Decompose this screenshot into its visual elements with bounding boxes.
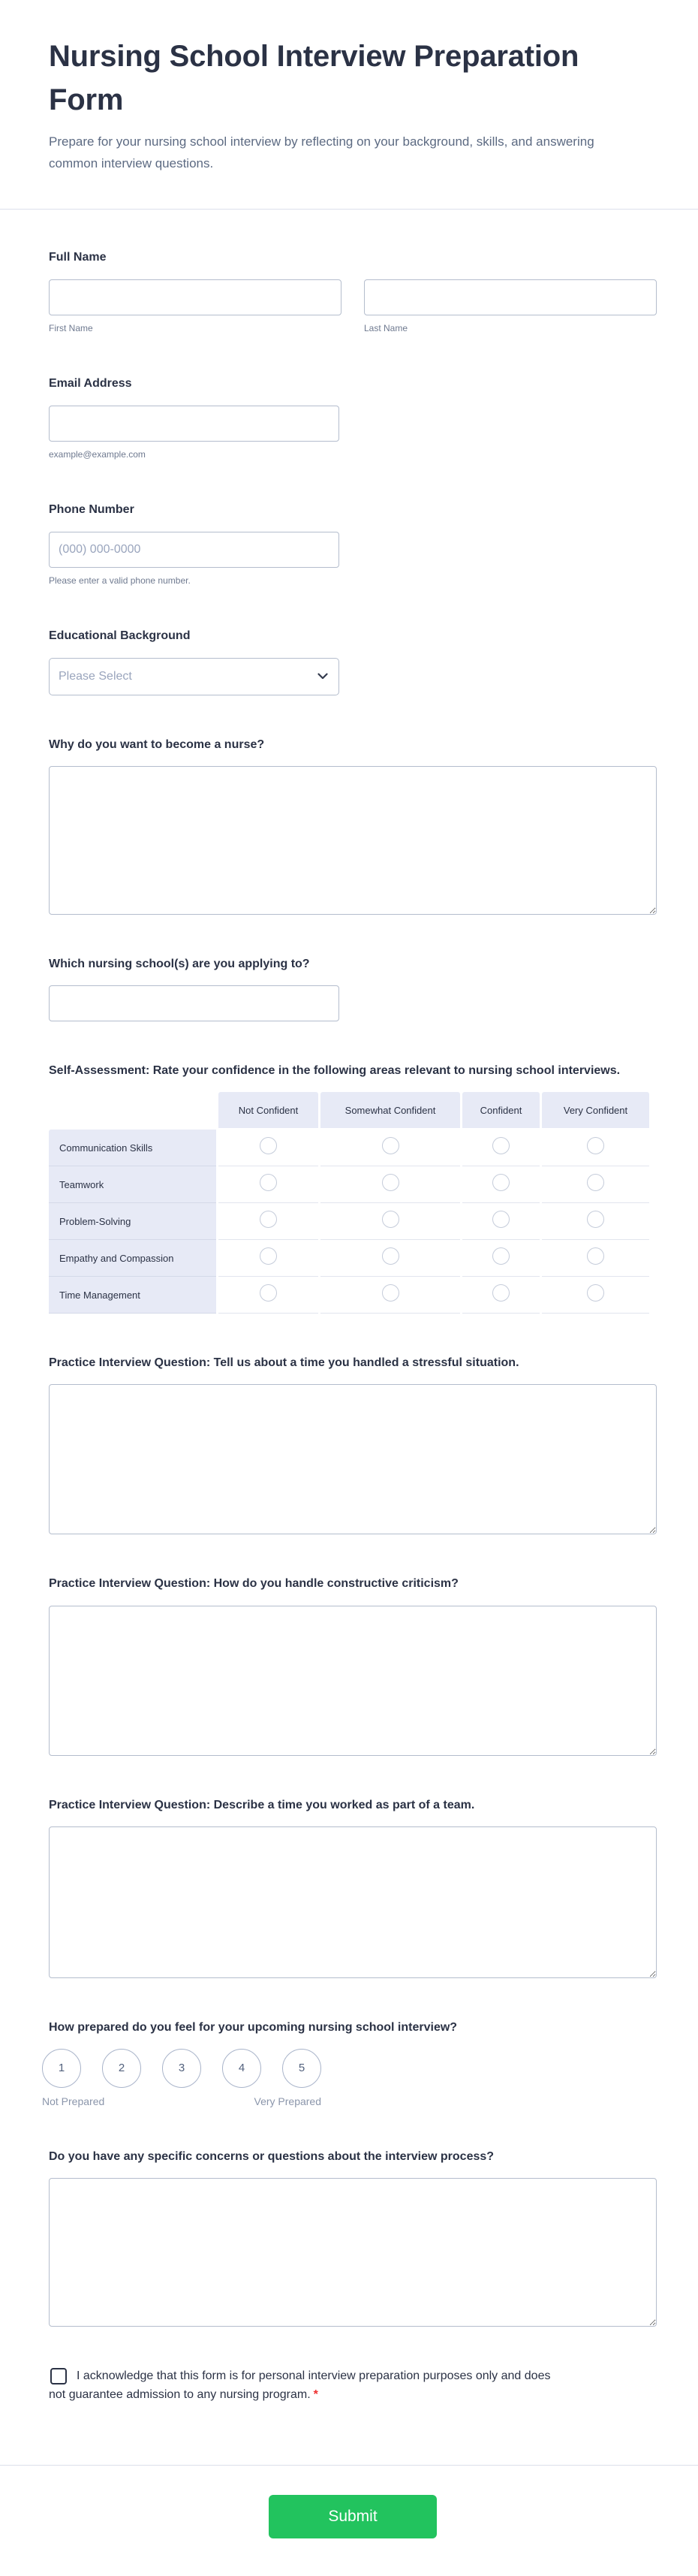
scale-option-5[interactable]: 5 [282, 2049, 321, 2088]
confidence-radio[interactable] [260, 1284, 277, 1302]
acknowledgement-label: I acknowledge that this form is for personal interview preparation purposes only and does not guarantee admission to any nursing program. [49, 2369, 551, 2401]
scale-option-4[interactable]: 4 [222, 2049, 261, 2088]
form-footer [0, 2466, 698, 2576]
chevron-down-icon [317, 673, 328, 680]
practice-question-2-label: Practice Interview Question: How do you handle constructive criticism? [49, 1577, 459, 1591]
scale-max-label: Very Prepared [254, 2095, 321, 2107]
confidence-radio[interactable] [260, 1211, 277, 1228]
confidence-radio[interactable] [382, 1247, 399, 1265]
practice-question-3-label: Practice Interview Question: Describe a time you worked as part of a team. [49, 1798, 475, 1811]
email-input[interactable] [49, 406, 339, 442]
practice-question-1-field [49, 1354, 657, 1534]
first-name-wrap [49, 279, 341, 335]
scale-options-row [42, 2049, 321, 2088]
practice-question-1-textarea[interactable] [49, 1384, 657, 1534]
schools-field [49, 955, 657, 1021]
page-title: Nursing School Interview Preparation Form [49, 40, 579, 116]
email-sublabel: example@example.com [49, 448, 146, 460]
practice-question-3-textarea[interactable] [49, 1826, 657, 1978]
self-assessment-label: Self-Assessment: Rate your confidence in the following areas relevant to nursing school interviews. [49, 1063, 621, 1077]
matrix-row-label: Teamwork [49, 1166, 216, 1203]
preparedness-scale [42, 2049, 321, 2107]
education-field [49, 627, 657, 695]
matrix-col-header: Very Confident [542, 1092, 649, 1130]
matrix-corner-cell [49, 1092, 216, 1130]
last-name-input[interactable] [364, 279, 657, 315]
first-name-input[interactable] [49, 279, 341, 315]
practice-question-3-field [49, 1796, 657, 1978]
confidence-radio[interactable] [260, 1174, 277, 1191]
confidence-radio[interactable] [260, 1137, 277, 1154]
form-header [0, 0, 698, 209]
confidence-radio[interactable] [260, 1247, 277, 1265]
matrix-row-empathy [49, 1240, 649, 1277]
confidence-radio[interactable] [492, 1211, 510, 1228]
education-label: Educational Background [49, 629, 191, 643]
matrix-row-label: Communication Skills [49, 1130, 216, 1166]
last-name-wrap [364, 279, 657, 335]
matrix-col-header: Not Confident [218, 1092, 318, 1130]
education-select[interactable] [49, 658, 339, 695]
confidence-radio[interactable] [492, 1284, 510, 1302]
full-name-label: Full Name [49, 251, 107, 264]
phone-sublabel: Please enter a valid phone number. [49, 575, 191, 586]
phone-input[interactable] [49, 532, 339, 568]
matrix-row-problem-solving [49, 1203, 649, 1240]
last-name-sublabel: Last Name [364, 322, 408, 333]
confidence-matrix-table [47, 1092, 651, 1314]
concerns-field [49, 2148, 657, 2327]
matrix-header-row [49, 1092, 649, 1130]
email-label: Email Address [49, 377, 132, 391]
confidence-radio[interactable] [492, 1174, 510, 1191]
submit-button[interactable]: Submit [269, 2495, 437, 2538]
self-assessment-field [49, 1062, 657, 1314]
schools-label: Which nursing school(s) are you applying to? [49, 957, 310, 970]
name-inputs-row [49, 279, 657, 335]
form-body [0, 210, 698, 2404]
practice-question-2-field [49, 1575, 657, 1755]
scale-endpoint-labels [42, 2095, 321, 2107]
acknowledgement-checkbox[interactable] [50, 2368, 67, 2384]
confidence-radio[interactable] [587, 1211, 604, 1228]
matrix-col-header: Confident [462, 1092, 540, 1130]
full-name-field [49, 249, 657, 334]
matrix-row-label: Time Management [49, 1277, 216, 1314]
matrix-row-communication-skills [49, 1130, 649, 1166]
confidence-radio[interactable] [382, 1284, 399, 1302]
matrix-row-label: Empathy and Compassion [49, 1240, 216, 1277]
why-nurse-label: Why do you want to become a nurse? [49, 738, 265, 751]
why-nurse-field [49, 736, 657, 915]
first-name-sublabel: First Name [49, 322, 93, 333]
confidence-radio[interactable] [382, 1211, 399, 1228]
concerns-label: Do you have any specific concerns or questions about the interview process? [49, 2149, 495, 2163]
email-field [49, 375, 657, 460]
scale-option-3[interactable]: 3 [162, 2049, 201, 2088]
acknowledgement-row [49, 2367, 567, 2405]
required-asterisk: * [313, 2387, 318, 2401]
scale-option-1[interactable]: 1 [42, 2049, 81, 2088]
page-subtitle: Prepare for your nursing school interview by reflecting on your background, skills, and answering common interview questions. [49, 134, 594, 171]
practice-question-1-label: Practice Interview Question: Tell us about a time you handled a stressful situation. [49, 1356, 519, 1370]
matrix-col-header: Somewhat Confident [320, 1092, 460, 1130]
confidence-radio[interactable] [492, 1137, 510, 1154]
practice-question-2-textarea[interactable] [49, 1606, 657, 1756]
matrix-row-teamwork [49, 1166, 649, 1203]
confidence-radio[interactable] [587, 1284, 604, 1302]
confidence-radio[interactable] [587, 1247, 604, 1265]
confidence-radio[interactable] [382, 1137, 399, 1154]
matrix-row-time-management [49, 1277, 649, 1314]
scale-option-2[interactable]: 2 [102, 2049, 141, 2088]
schools-input[interactable] [49, 985, 339, 1021]
concerns-textarea[interactable] [49, 2178, 657, 2327]
confidence-radio[interactable] [587, 1137, 604, 1154]
why-nurse-textarea[interactable] [49, 766, 657, 915]
confidence-radio[interactable] [492, 1247, 510, 1265]
phone-label: Phone Number [49, 503, 134, 517]
scale-min-label: Not Prepared [42, 2095, 105, 2107]
preparedness-scale-field [42, 2019, 657, 2107]
acknowledgement-field [49, 2367, 657, 2405]
education-select-value: Please Select [59, 669, 132, 683]
phone-field [49, 501, 657, 587]
preparedness-label: How prepared do you feel for your upcoming nursing school interview? [49, 2020, 458, 2034]
confidence-radio[interactable] [382, 1174, 399, 1191]
matrix-row-label: Problem-Solving [49, 1203, 216, 1240]
confidence-radio[interactable] [587, 1174, 604, 1191]
